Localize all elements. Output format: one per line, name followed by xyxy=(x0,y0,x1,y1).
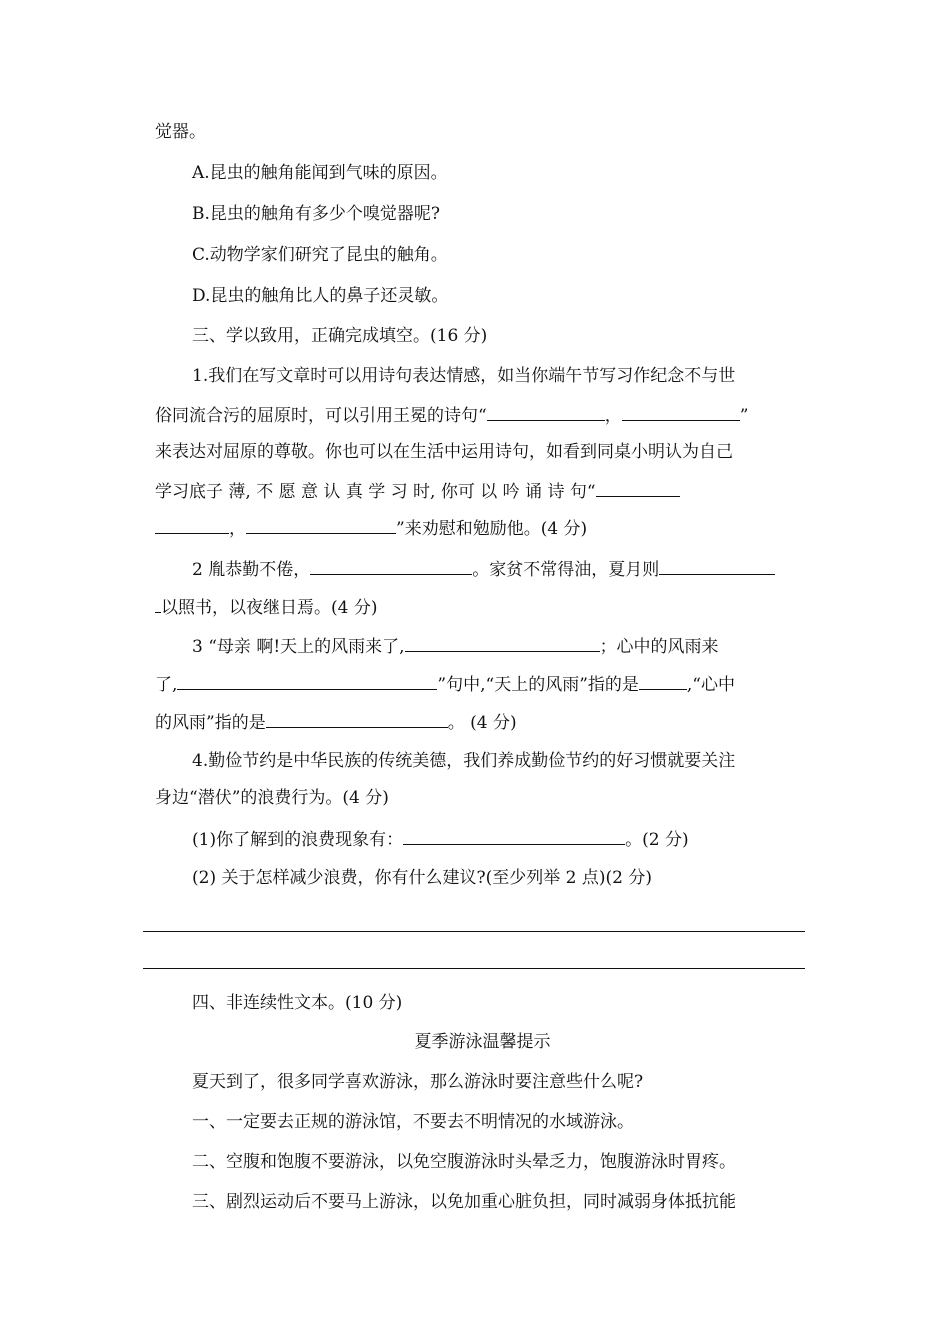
q1-line1: 1.我们在写文章时可以用诗句表达情感，如当你端午节写习作纪念不与世 xyxy=(192,366,736,386)
answer-blank[interactable] xyxy=(487,402,605,421)
answer-blank[interactable] xyxy=(310,556,472,575)
article-paragraph: 夏天到了，很多同学喜欢游泳，那么游泳时要注意些什么呢? xyxy=(192,1072,644,1092)
article-paragraph: 二、空腹和饱腹不要游泳，以免空腹游泳时头晕乏力，饱腹游泳时胃疼。 xyxy=(192,1152,736,1172)
article-paragraph: 三、剧烈运动后不要马上游泳，以免加重心脏负担，同时减弱身体抵抗能 xyxy=(192,1192,736,1212)
q3-line2: 了, ”句中,“天上的风雨”指的是 ,“心中 xyxy=(155,671,810,697)
q3-line3: 的风雨”指的是 。 (4 分) xyxy=(155,709,810,735)
q4-line1: 4.勤俭节约是中华民族的传统美德，我们养成勤俭节约的好习惯就要关注 xyxy=(192,751,736,771)
answer-blank[interactable] xyxy=(266,709,448,728)
answer-blank[interactable] xyxy=(155,515,229,534)
section3-title: 三、学以致用，正确完成填空。(16 分) xyxy=(192,326,488,346)
q4-sub1: (1)你了解到的浪费现象有： 。(2 分) xyxy=(192,826,810,852)
answer-blank[interactable] xyxy=(659,556,775,575)
q2-line2: 以照书，以夜继日焉。(4 分) xyxy=(155,594,810,620)
answer-blank[interactable] xyxy=(405,633,600,652)
section4-title: 四、非连续性文本。(10 分) xyxy=(192,993,403,1013)
answer-blank[interactable] xyxy=(639,671,687,690)
article-paragraph: 一、一定要去正规的游泳馆，不要去不明情况的水域游泳。 xyxy=(192,1112,634,1132)
q3-line1: 3 “母亲 啊!天上的风雨来了, ；心中的风雨来 xyxy=(192,633,810,659)
q2-line1: 2 胤恭勤不倦， 。家贫不常得油，夏月则 xyxy=(192,556,810,582)
answer-blank[interactable] xyxy=(403,826,625,845)
answer-blank[interactable] xyxy=(246,515,396,534)
option-d: D.昆虫的触角比人的鼻子还灵敏。 xyxy=(192,286,449,306)
q1-line5: ， ”来劝慰和勉励他。(4 分) xyxy=(155,515,810,541)
answer-line[interactable] xyxy=(143,931,805,932)
answer-blank[interactable] xyxy=(622,402,740,421)
question-tail: 觉器。 xyxy=(155,122,206,142)
option-c: C.动物学家们研究了昆虫的触角。 xyxy=(192,245,448,265)
option-b: B.昆虫的触角有多少个嗅觉器呢? xyxy=(192,204,441,224)
q1-line3: 来表达对屈原的尊敬。你也可以在生活中运用诗句，如看到同桌小明认为自己 xyxy=(155,442,733,462)
answer-line[interactable] xyxy=(143,968,805,969)
article-title: 夏季游泳温馨提示 xyxy=(414,1032,551,1052)
option-a: A.昆虫的触角能闻到气味的原因。 xyxy=(192,163,448,183)
q4-line2: 身边“潜伏”的浪费行为。(4 分) xyxy=(155,788,389,808)
answer-blank[interactable] xyxy=(596,478,680,497)
q1-line4: 学习底子 薄, 不 愿 意 认 真 学 习 时, 你可 以 吟 诵 诗 句“ xyxy=(155,478,810,504)
q4-sub2: (2) 关于怎样减少浪费，你有什么建议?(至少列举 2 点)(2 分) xyxy=(192,868,652,888)
answer-blank[interactable] xyxy=(177,671,437,690)
q1-line2: 俗同流合污的屈原时，可以引用王冕的诗句“ ， ” xyxy=(155,402,810,428)
